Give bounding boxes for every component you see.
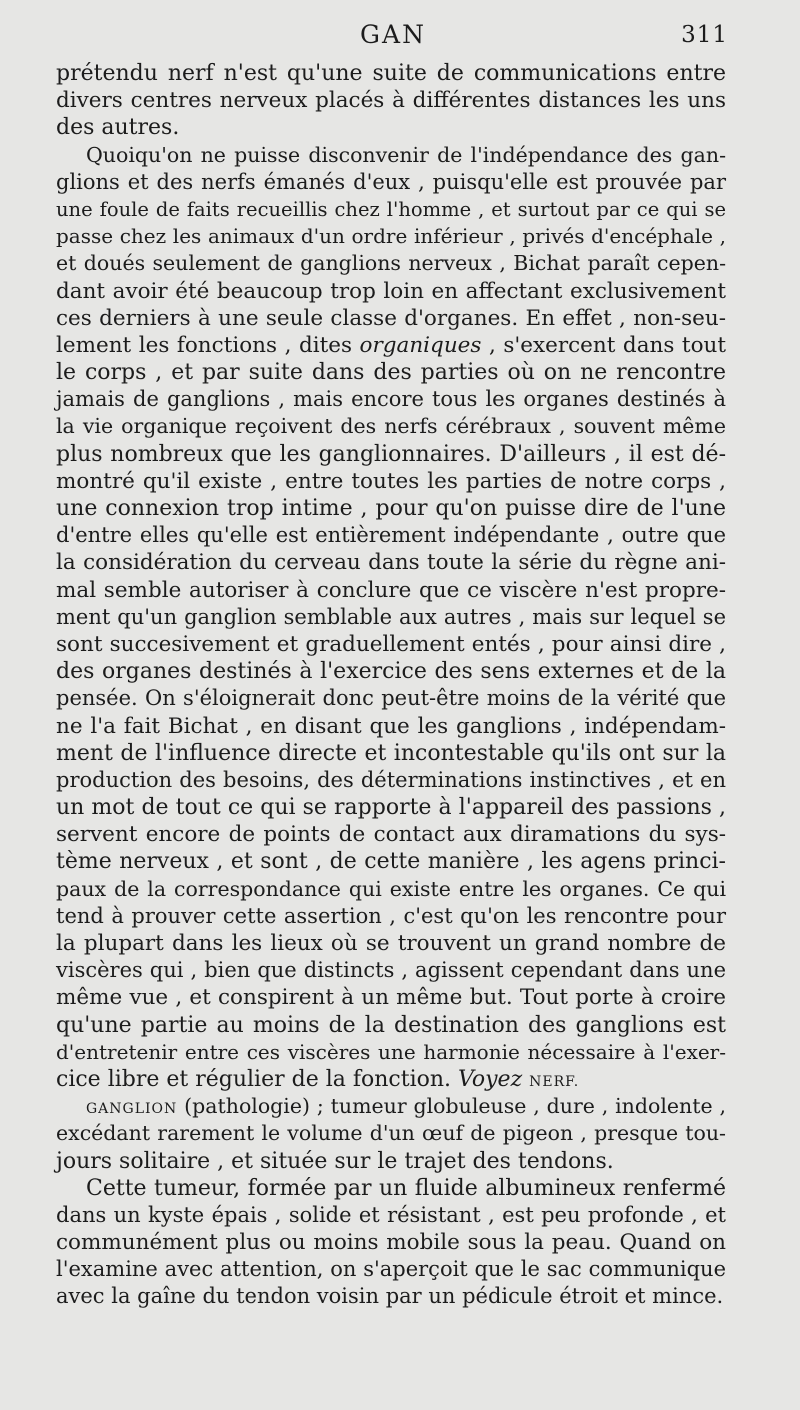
text-segment: glions et des nerfs émanés d'eux , puisqu'elle est prouvée par [56,169,726,194]
text-line [56,658,726,685]
text-segment: cice libre et régulier de la fonction. [56,1066,459,1092]
text-line [56,250,726,277]
text-segment: jours solitaire , et située sur le trajet des tendons. [56,1148,614,1174]
text-segment: passe chez les animaux d'un ordre inférieur , privés d'encéphale , [56,224,726,249]
text-segment: sont succesivement et graduellement entés , pour ainsi dire , [56,631,726,657]
text-line [56,713,726,740]
text-segment: lement les fonctions , dites [56,332,360,358]
text-segment: une foule de faits recueillis chez l'homme , et surtout par ce qui se [56,197,726,221]
text-line [56,984,726,1011]
text-line [56,577,726,604]
text-line [56,468,726,495]
text-segment: , s'exercent dans tout [481,332,726,358]
text-line [56,631,726,658]
small-caps-text: NERF. [529,1073,580,1090]
text-line [56,1039,726,1066]
text-line [56,930,726,957]
text-line [56,278,726,305]
text-line [56,685,726,712]
text-segment: d'entretenir entre ces viscères une harmonie nécessaire à l'exer- [56,1039,726,1064]
text-segment: dant avoir été beaucoup trop loin en affectant exclusivement [56,278,726,304]
text-segment: servent encore de points de contact aux diramations du sys- [56,822,726,848]
text-segment: Quoiqu'on ne puisse disconvenir de l'indépendance des gan- [86,142,726,167]
text-segment: Cette tumeur, formée par un fluide albumineux renfermé [86,1175,726,1201]
text-line [56,740,726,767]
text-line [56,767,726,794]
text-segment: ces derniers à une seule classe d'organes. En effet , non-seu- [56,305,726,331]
text-segment: divers centres nerveux placés à différentes distances les uns [56,88,726,114]
text-line [56,957,726,984]
text-line [56,848,726,875]
text-segment: excédant rarement le volume d'un œuf de pigeon , presque tou- [56,1121,726,1146]
text-line [56,87,726,114]
text-segment: mal semble autoriser à conclure que ce viscère n'est propre- [56,577,726,603]
text-line [56,114,726,141]
text-line [56,821,726,848]
text-line [56,1066,726,1093]
text-line [56,1148,726,1175]
small-caps-text: GANGLION [86,1101,178,1118]
text-segment: pensée. On s'éloignerait donc peut-être moins de la vérité que [56,686,726,711]
text-line [56,522,726,549]
text-line [56,1202,726,1229]
text-segment: paux de la correspondance qui existe entre les organes. Ce qui [56,876,726,901]
text-segment: la considération du cerveau dans toute la série du règne ani- [56,550,726,576]
text-line [56,495,726,522]
text-segment: même vue , et conspirent à un même but. Tout porte à croire [56,985,726,1011]
text-line [56,223,726,250]
text-line [56,386,726,413]
text-line [56,169,726,196]
text-segment: jamais de ganglions , mais encore tous les organes destinés à [56,387,726,412]
text-segment: dans un kyste épais , solide et résistant , est peu profonde , et [56,1202,726,1227]
text-line [56,441,726,468]
text-segment: ment qu'un ganglion semblable aux autres , mais sur lequel se [56,604,726,629]
text-segment: d'entre elles qu'elle est entièrement indépendante , outre que [56,523,726,548]
text-line [56,1093,726,1120]
text-line [56,903,726,930]
text-segment: tend à prouver cette assertion , c'est qu'on les rencontre pour [56,903,726,928]
text-segment: et doués seulement de ganglions nerveux , Bichat paraît cepen- [56,251,726,276]
text-line [56,196,726,223]
page-number: 311 [681,22,728,48]
text-segment: qu'une partie au moins de la destination des ganglions est [56,1012,726,1038]
text-segment: ne l'a fait Bichat , en disant que les ganglions , indépendam- [56,713,726,739]
text-segment: l'examine avec attention, on s'aperçoit que le sac communique [56,1257,726,1282]
text-line [56,794,726,821]
text-line [56,142,726,169]
text-segment: avec la gaîne du tendon voisin par un pédicule étroit et mince. [56,1284,724,1309]
text-segment: ment de l'influence directe et incontestable qu'ils ont sur la [56,740,726,766]
running-header [58,20,728,60]
body-text [56,60,726,1311]
text-segment: un mot de tout ce qui se rapporte à l'appareil des passions , [56,795,726,821]
text-line [56,1175,726,1202]
text-line [56,1283,726,1310]
running-headword: GAN [360,20,426,49]
text-segment: prétendu nerf n'est qu'une suite de communications entre [56,61,726,86]
text-segment: la plupart dans les lieux où se trouvent un grand nombre de [56,931,726,956]
text-line [56,549,726,576]
text-segment: communément plus ou moins mobile sous la peau. Quand on [56,1230,726,1256]
text-segment: la vie organique reçoivent des nerfs cérébraux , souvent même [56,414,726,439]
text-line [56,1120,726,1147]
text-line [56,332,726,359]
text-segment: une connexion trop intime , pour qu'on puisse dire de l'une [56,496,726,521]
text-segment: des organes destinés à l'exercice des sens externes et de la [56,659,726,685]
text-line [56,876,726,903]
text-segment: (pathologie) ; tumeur globuleuse , dure , indolente , [177,1094,726,1119]
text-line [56,305,726,332]
text-line [56,1256,726,1283]
italic-text: organiques [359,332,482,358]
text-segment: production des besoins, des déterminations instinctives , et en [56,767,726,792]
text-segment: tème nerveux , et sont , de cette manière , les agens princi- [56,849,726,875]
text-line [56,1229,726,1256]
text-segment: viscères qui , bien que distincts , agissent cependant dans une [56,958,726,983]
text-segment: montré qu'il existe , entre toutes les parties de notre corps , [56,468,726,494]
italic-text: Voyez [458,1066,523,1092]
text-segment: des autres. [56,115,180,141]
text-line [56,413,726,440]
text-line [56,1012,726,1039]
text-segment: le corps , et par suite dans des parties où on ne rencontre [56,360,726,386]
text-line [56,60,726,87]
text-line [56,359,726,386]
text-segment: plus nombreux que les ganglionnaires. D'ailleurs , il est dé- [56,441,726,467]
text-line [56,604,726,631]
